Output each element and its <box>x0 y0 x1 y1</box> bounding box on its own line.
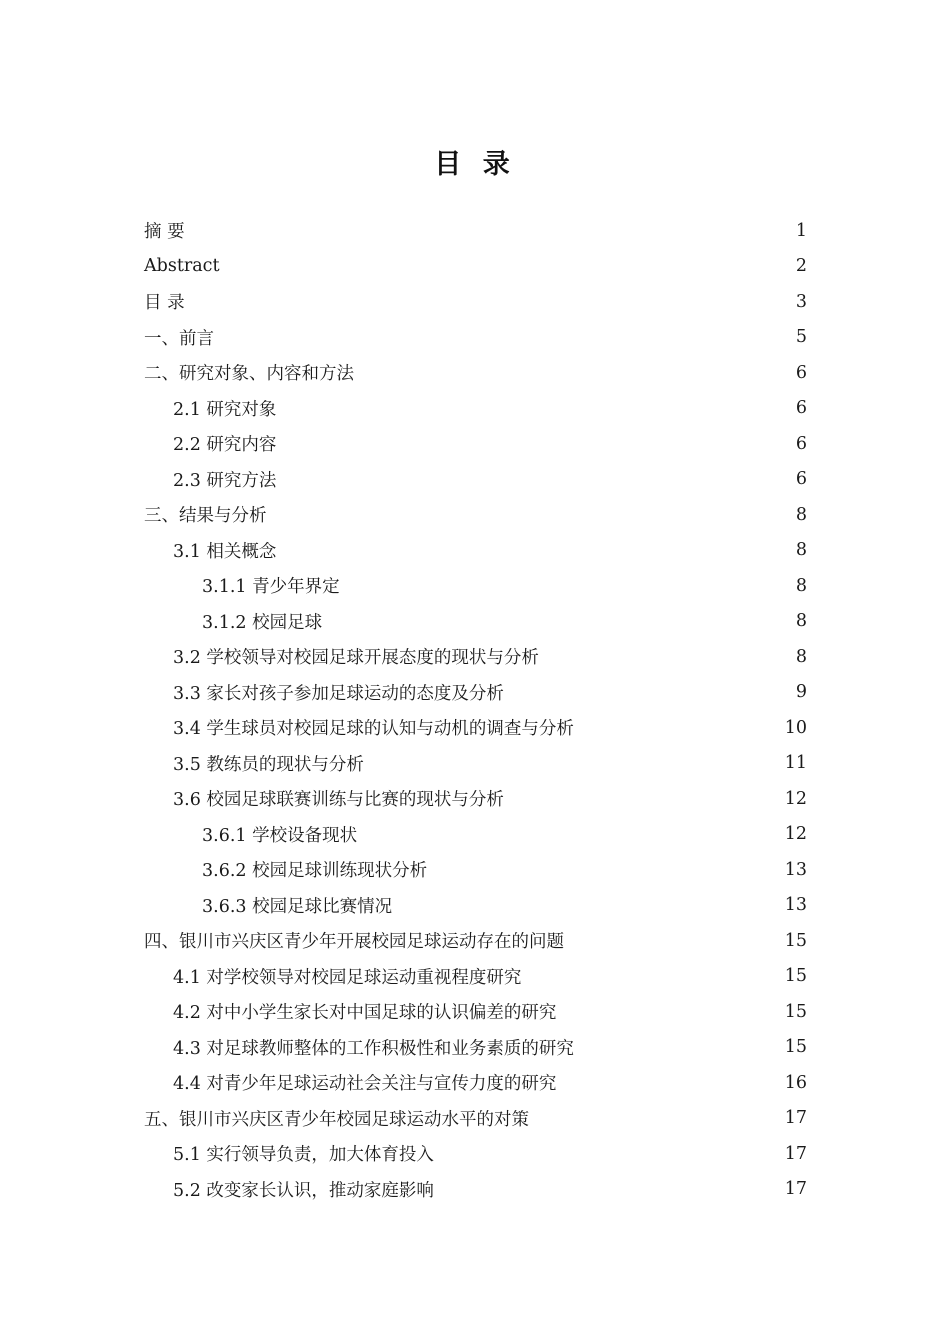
toc-entry-label: 3.6.2 校园足球训练现状分析 <box>202 861 428 882</box>
toc-entry-label: 3.2 学校领导对校园足球开展态度的现状与分析 <box>173 648 539 669</box>
toc-entry[interactable] <box>144 781 807 817</box>
toc-entry-page-number: 13 <box>784 859 807 880</box>
toc-entry[interactable] <box>144 710 807 746</box>
toc-entry-page-number: 5 <box>795 327 807 348</box>
toc-entry-page-number: 12 <box>784 788 807 809</box>
toc-entry[interactable] <box>144 994 807 1030</box>
toc-entry-page-number: 10 <box>784 717 807 738</box>
toc-entry[interactable] <box>144 675 807 711</box>
toc-entry[interactable] <box>144 639 807 675</box>
toc-entry[interactable] <box>144 533 807 569</box>
toc-entry-page-number: 13 <box>784 895 807 916</box>
toc-entry[interactable] <box>144 817 807 853</box>
toc-entry-label: 目 录 <box>144 293 185 314</box>
toc-entry-page-number: 16 <box>784 1072 807 1093</box>
toc-entry-label: 5.2 改变家长认识，推动家庭影响 <box>173 1180 434 1201</box>
toc-entry-page-number: 15 <box>784 1037 807 1058</box>
toc-entry-page-number: 15 <box>784 1001 807 1022</box>
toc-entry-label: 一、前言 <box>144 328 214 349</box>
toc-entry[interactable] <box>144 568 807 604</box>
toc-entry-page-number: 8 <box>795 504 807 525</box>
toc-entry-page-number: 15 <box>784 930 807 951</box>
toc-entry-label: 四、银川市兴庆区青少年开展校园足球运动存在的问题 <box>144 932 564 953</box>
toc-title: 目 录 <box>434 149 516 180</box>
toc-entry-label: 3.5 教练员的现状与分析 <box>173 754 364 775</box>
toc-entry-label: 2.1 研究对象 <box>173 399 277 420</box>
toc-entry-page-number: 6 <box>795 469 807 490</box>
toc-entry-label: 3.1.1 青少年界定 <box>202 577 340 598</box>
toc-entry-page-number: 6 <box>795 398 807 419</box>
toc-entry-label: 4.4 对青少年足球运动社会关注与宣传力度的研究 <box>173 1074 557 1095</box>
toc-entry[interactable] <box>144 923 807 959</box>
toc-entry-label: 五、银川市兴庆区青少年校园足球运动水平的对策 <box>144 1109 529 1130</box>
toc-entry-label: 二、研究对象、内容和方法 <box>144 364 354 385</box>
toc-entry-label: 3.6.3 校园足球比赛情况 <box>202 896 393 917</box>
toc-entry[interactable] <box>144 959 807 995</box>
toc-entry-label: 摘 要 <box>144 222 185 243</box>
toc-entry-page-number: 2 <box>795 256 807 277</box>
toc-entry-page-number: 3 <box>795 291 807 312</box>
toc-entry[interactable] <box>144 1101 807 1137</box>
toc-entry[interactable] <box>144 1030 807 1066</box>
toc-entry[interactable] <box>144 462 807 498</box>
toc-entry[interactable] <box>144 888 807 924</box>
toc-entry-page-number: 8 <box>795 611 807 632</box>
toc-entry[interactable] <box>144 284 807 320</box>
toc-entry-page-number: 9 <box>795 682 807 703</box>
toc-entry-page-number: 8 <box>795 646 807 667</box>
toc-entry-label: 2.2 研究内容 <box>173 435 277 456</box>
toc-entry-label: 5.1 实行领导负责，加大体育投入 <box>173 1145 434 1166</box>
toc-entry-page-number: 8 <box>795 575 807 596</box>
toc-entry-label: 4.2 对中小学生家长对中国足球的认识偏差的研究 <box>173 1003 557 1024</box>
toc-entry[interactable] <box>144 426 807 462</box>
toc-entry[interactable] <box>144 213 807 249</box>
toc-entry-label: 3.1 相关概念 <box>173 541 277 562</box>
toc-entry[interactable] <box>144 604 807 640</box>
toc-entry[interactable] <box>144 852 807 888</box>
toc-entry-label: 3.6.1 学校设备现状 <box>202 825 358 846</box>
toc-entry-page-number: 6 <box>795 433 807 454</box>
toc-entry-page-number: 17 <box>784 1179 807 1200</box>
toc-entry-page-number: 12 <box>784 824 807 845</box>
toc-entry-label: 3.3 家长对孩子参加足球运动的态度及分析 <box>173 683 504 704</box>
toc-entry-label: 3.6 校园足球联赛训练与比赛的现状与分析 <box>173 790 504 811</box>
toc-entry[interactable] <box>144 391 807 427</box>
toc-entry-label: 3.1.2 校园足球 <box>202 612 323 633</box>
toc-entry-label: Abstract <box>144 256 220 277</box>
toc-entry-page-number: 17 <box>784 1108 807 1129</box>
toc-entry-label: 4.1 对学校领导对校园足球运动重视程度研究 <box>173 967 522 988</box>
toc-entry-label: 3.4 学生球员对校园足球的认知与动机的调查与分析 <box>173 719 574 740</box>
toc-entry-page-number: 11 <box>784 753 807 774</box>
toc-entry[interactable] <box>144 320 807 356</box>
toc-entry[interactable] <box>144 1065 807 1101</box>
toc-entry[interactable] <box>144 249 807 285</box>
toc-list <box>144 213 807 1207</box>
toc-entry-label: 三、结果与分析 <box>144 506 267 527</box>
toc-entry-page-number: 8 <box>795 540 807 561</box>
toc-entry-label: 2.3 研究方法 <box>173 470 277 491</box>
toc-entry-label: 4.3 对足球教师整体的工作积极性和业务素质的研究 <box>173 1038 574 1059</box>
toc-entry[interactable] <box>144 355 807 391</box>
toc-entry[interactable] <box>144 1172 807 1208</box>
toc-entry[interactable] <box>144 497 807 533</box>
toc-entry[interactable] <box>144 746 807 782</box>
toc-entry-page-number: 15 <box>784 966 807 987</box>
toc-entry[interactable] <box>144 1136 807 1172</box>
toc-entry-page-number: 1 <box>795 220 807 241</box>
toc-entry-page-number: 6 <box>795 362 807 383</box>
toc-entry-page-number: 17 <box>784 1143 807 1164</box>
